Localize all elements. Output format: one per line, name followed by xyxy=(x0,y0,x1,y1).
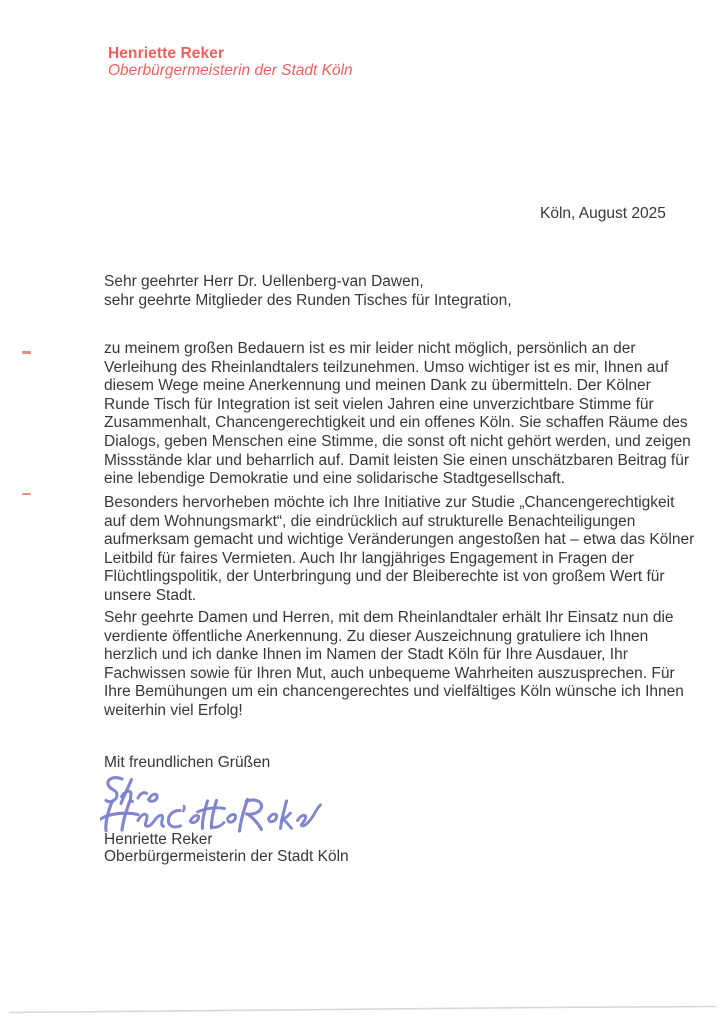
text-line: Ihre Bemühungen um ein chancengerechtes und vielfältiges Köln wünsche ich Ihnen xyxy=(104,683,684,701)
scan-edge-line xyxy=(0,1000,725,1024)
signed-title: Oberbürgermeisterin der Stadt Köln xyxy=(104,848,349,865)
text-line: Sehr geehrter Herr Dr. Uellenberg-van Dawen, xyxy=(104,273,424,290)
text-line: eine lebendige Demokratie und eine solidarische Stadtgesellschaft. xyxy=(104,470,565,488)
fold-mark xyxy=(22,351,31,354)
text-line: Flüchtlingspolitik, der Unterbringung und der Bleiberechte ist von großem Wert für xyxy=(104,568,665,586)
text-line: sehr geehrte Mitglieder des Runden Tisches für Integration, xyxy=(104,291,512,309)
text-line: Runde Tisch für Integration ist seit vielen Jahren eine unverzichtbare Stimme für xyxy=(104,395,654,413)
text-line: Leitbild für faires Vermieten. Auch Ihr langjähriges Engagement in Fragen der xyxy=(104,549,634,567)
body-paragraph-2 xyxy=(104,494,694,606)
text-line: unsere Stadt. xyxy=(104,586,197,604)
text-line: verdiente öffentliche Anerkennung. Zu dieser Auszeichnung gratuliere ich Ihnen xyxy=(104,627,649,645)
text-line: Besonders hervorheben möchte ich Ihre Initiative zur Studie „Chancengerechtigkeit xyxy=(104,494,675,511)
letterhead-name: Henriette Reker xyxy=(108,45,225,62)
text-line: aufmerksam gemacht und wichtige Veränderungen angestoßen hat – etwa das Kölner xyxy=(104,531,695,549)
salutation xyxy=(104,273,512,310)
text-line: Verleihung des Rheinlandtalers teilzunehmen. Umso wichtiger ist es mir, Ihnen auf xyxy=(104,358,669,376)
text-line: Fachwissen sowie für Ihren Mut, auch unbequeme Wahrheiten auszusprechen. Für xyxy=(104,664,675,682)
text-line: herzlich und ich danke Ihnen im Namen der Stadt Köln für Ihre Ausdauer, Ihr xyxy=(104,646,628,664)
closing-salute: Mit freundlichen Grüßen xyxy=(104,754,271,771)
text-line: auf dem Wohnungsmarkt“, die eindrücklich auf strukturelle Benachteiligungen xyxy=(104,512,636,530)
signed-name: Henriette Reker xyxy=(104,831,213,848)
body-paragraph-1 xyxy=(104,340,691,489)
text-line: zu meinem großen Bedauern ist es mir leider nicht möglich, persönlich an der xyxy=(104,340,636,357)
body-paragraph-3 xyxy=(104,609,684,721)
text-line: diesem Wege meine Anerkennung und meinen Dank zu übermitteln. Der Kölner xyxy=(104,377,651,395)
text-line: Zusammenhalt, Chancengerechtigkeit und ein offenes Köln. Sie schaffen Räume des xyxy=(104,414,688,432)
text-line: weiterhin viel Erfolg! xyxy=(104,701,243,719)
fold-mark xyxy=(22,493,31,495)
text-line: Missstände klar und beharrlich auf. Damit leisten Sie einen unschätzbaren Beitrag für xyxy=(104,451,690,469)
date-line: Köln, August 2025 xyxy=(540,205,666,222)
handwritten-signature xyxy=(100,772,335,834)
text-line: Dialogs, geben Menschen eine Stimme, die sonst oft nicht gehört werden, und zeigen xyxy=(104,432,691,450)
text-line: Sehr geehrte Damen und Herren, mit dem Rheinlandtaler erhält Ihr Einsatz nun die xyxy=(104,609,674,626)
letterhead-title: Oberbürgermeisterin der Stadt Köln xyxy=(108,62,353,79)
